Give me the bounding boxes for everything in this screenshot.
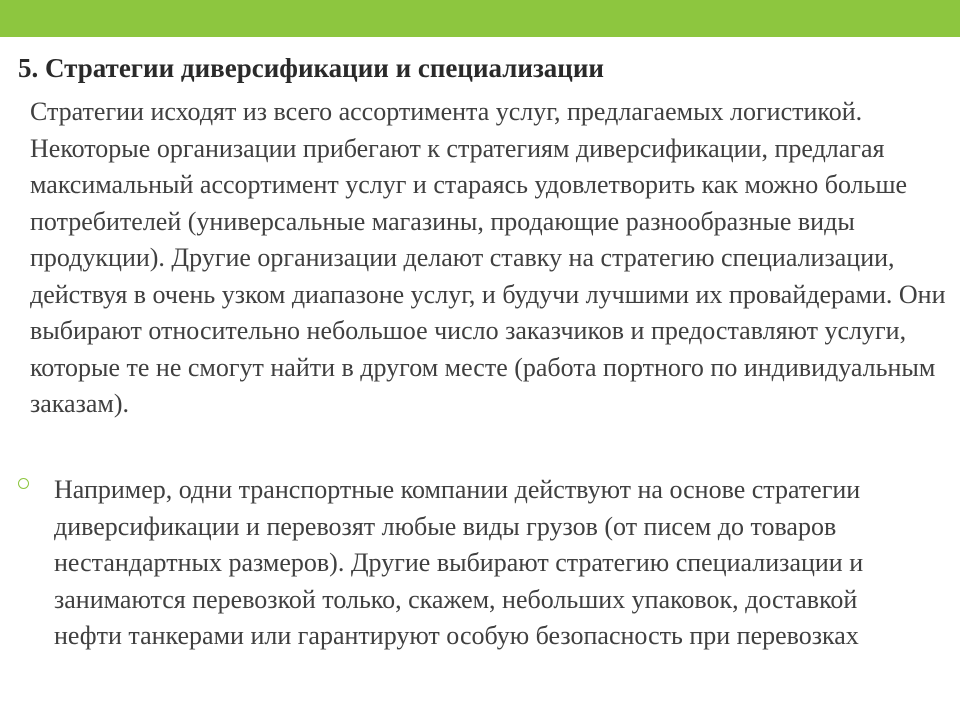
- body-paragraph: Стратегии исходят из всего ассортимента услуг, предлагаемых логистикой. Некоторые организации прибегают к стратегиям диверсификации, предлагая максимальный ассортимент услуг и стараясь удовлетворить как можно больше потребителей (универсальные магазины, продающие разнообразные виды продукции). Другие организации делают ставку на стратегию специализации, действуя в очень узком диапазоне услуг, и будучи лучшими их провайдерами. Они выбирают относительно небольшое число заказчиков и предоставляют услуги, которые те не смогут найти в другом месте (работа портного по индивидуальным заказам).: [30, 97, 946, 418]
- hollow-circle-bullet-icon: [18, 478, 29, 489]
- top-accent-bar: [0, 0, 960, 37]
- bullet-text: Например, одни транспортные компании действуют на основе стратегии диверсификации и перевозят любые виды грузов (от писем до товаров нестандартных размеров). Другие выбирают стратегию специализации и занимаются перевозкой только, скажем, небольших упаковок, доставкой нефти танкерами или гарантируют особую безопасность при перевозках: [54, 475, 864, 650]
- slide-title: 5. Стратегии диверсификации и специализации: [18, 53, 604, 83]
